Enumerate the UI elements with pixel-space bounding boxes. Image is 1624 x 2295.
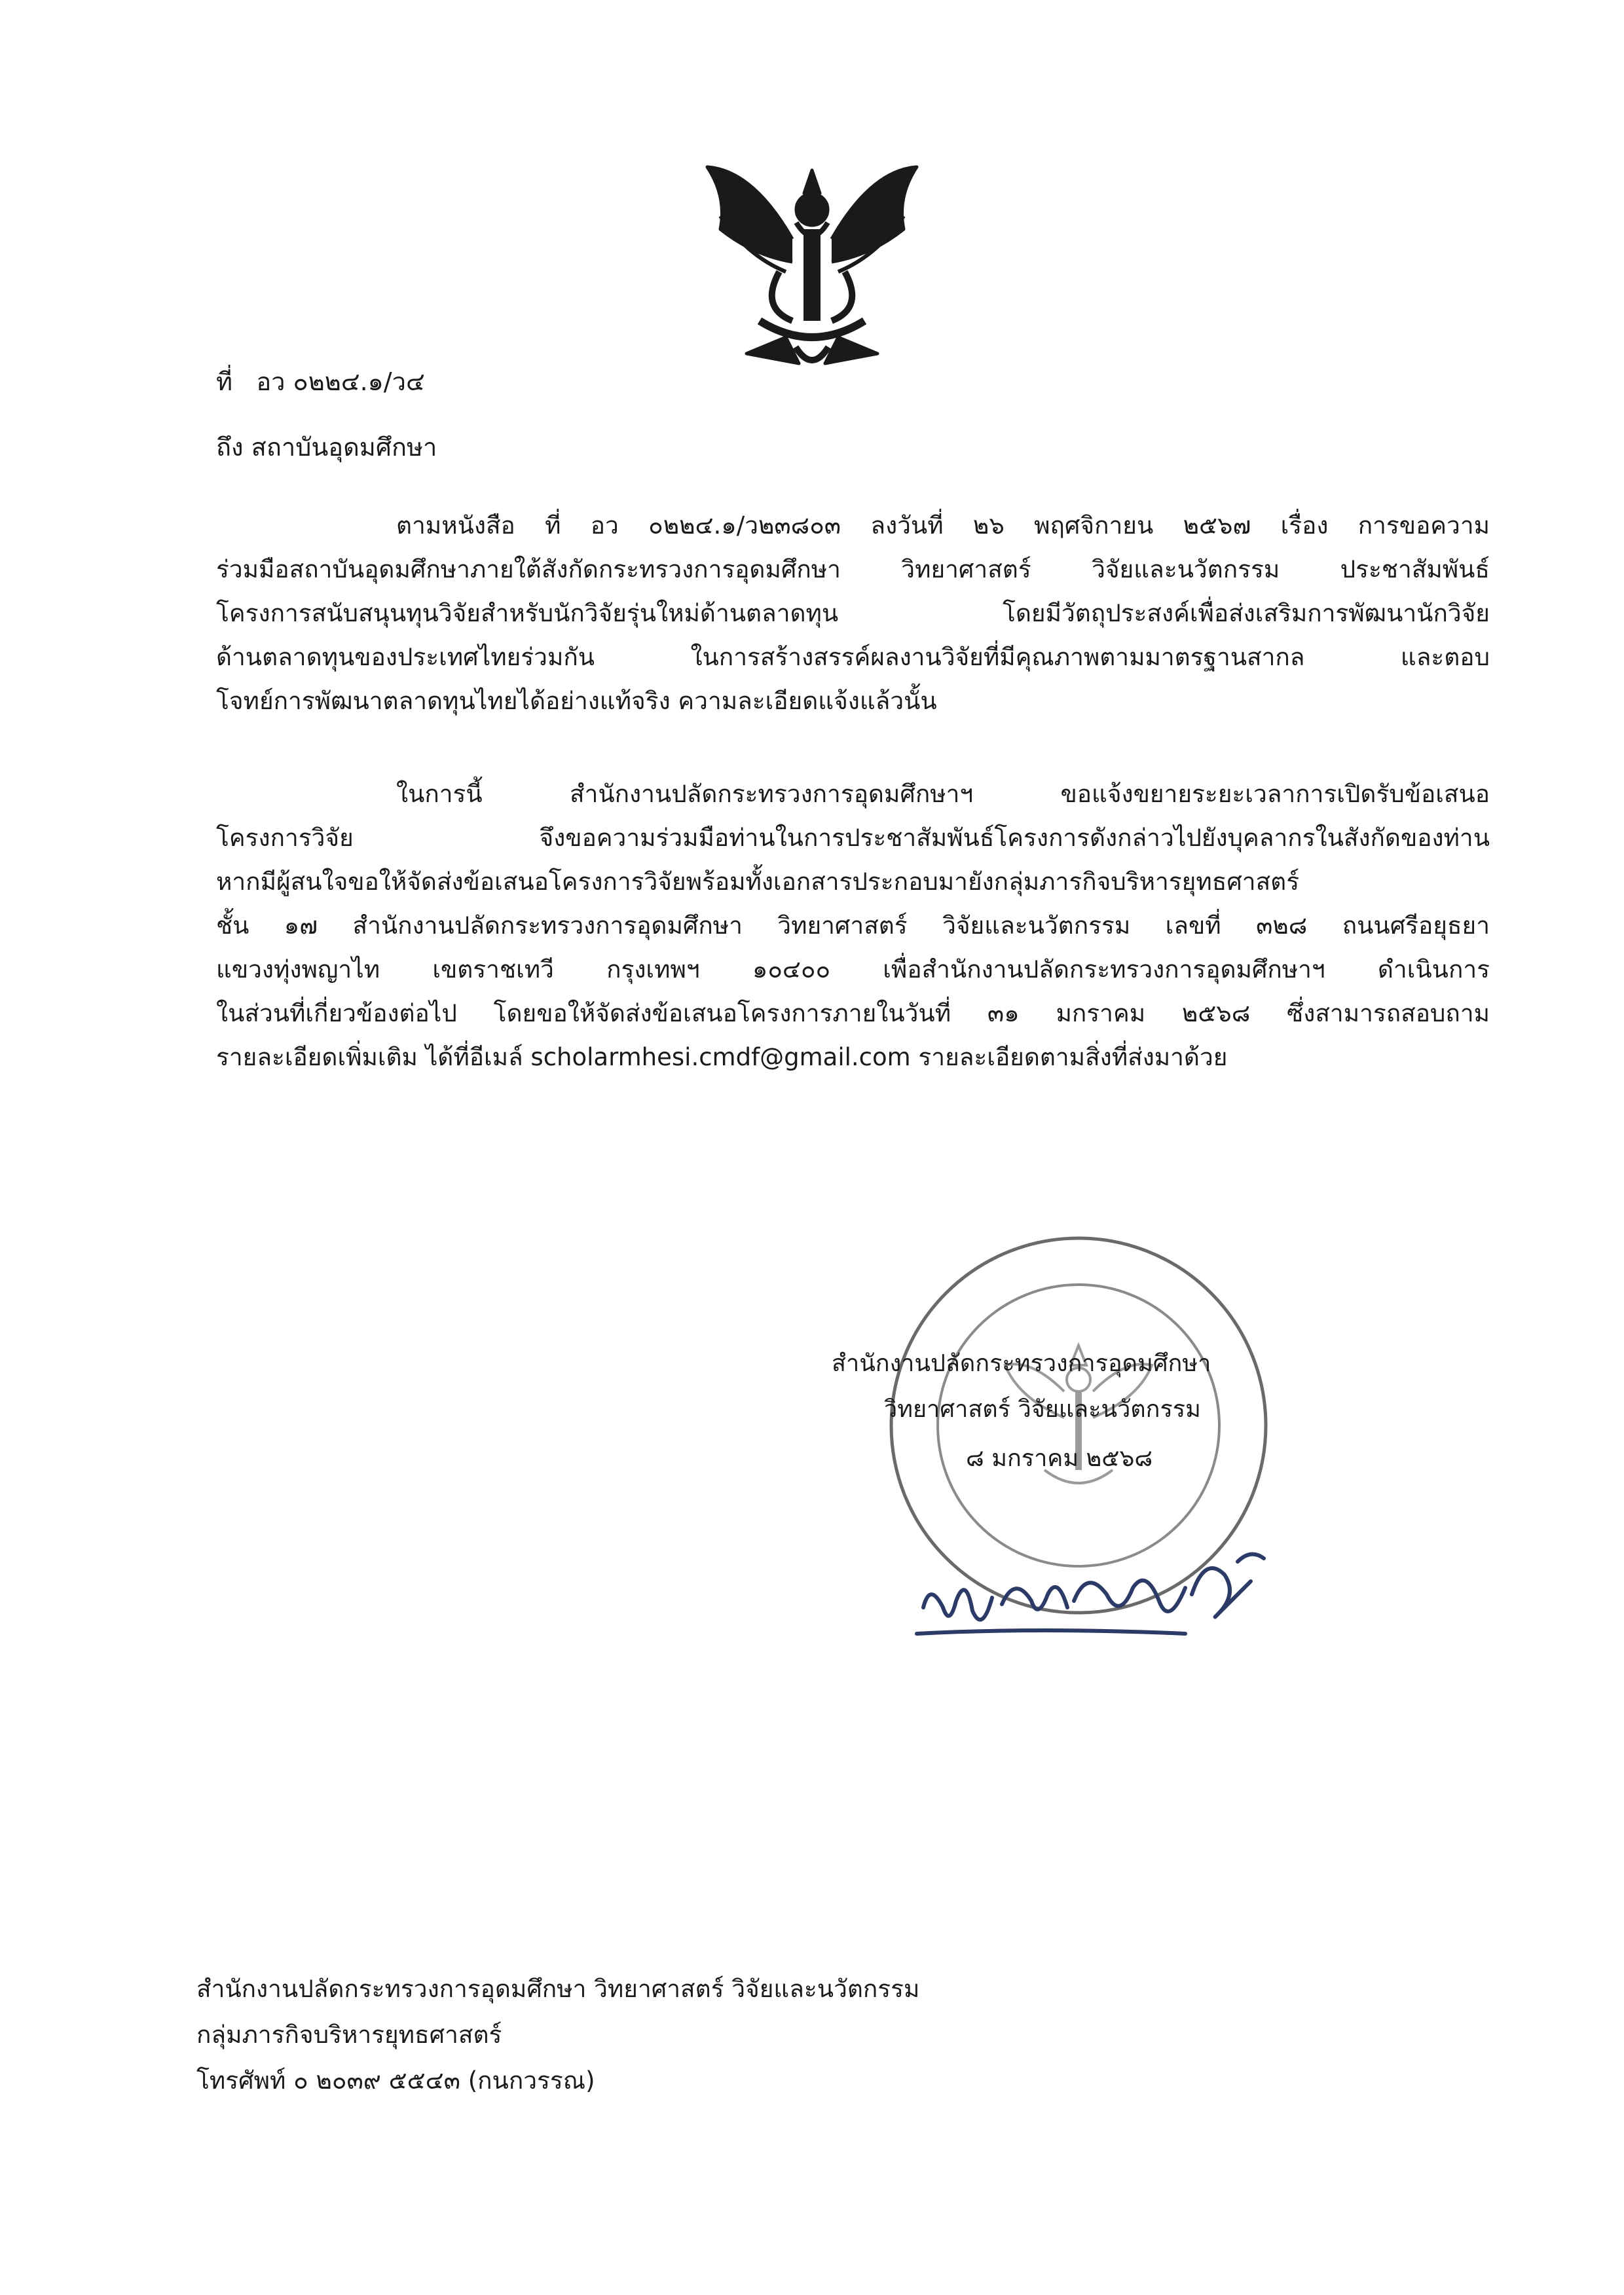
signature-org-line1: สำนักงานปลัดกระทรวงการอุดมศึกษา bbox=[832, 1350, 1211, 1377]
para2-line-5: แขวงทุ่งพญาไท เขตราชเทวี กรุงเทพฯ ๑๐๔๐๐ เพื่อสำนักงานปลัดกระทรวงการอุดมศึกษาฯ ดำเนินการ bbox=[216, 955, 1490, 983]
para1-line-4: ด้านตลาดทุนของประเทศไทยร่วมกัน ในการสร้างสรรค์ผลงานวิจัยที่มีคุณภาพตามมาตรฐานสากล และตอบ bbox=[216, 643, 1490, 671]
handwritten-signature bbox=[910, 1529, 1277, 1660]
footer-phone: โทรศัพท์ ๐ ๒๐๓๙ ๕๕๔๓ (กนกวรรณ) bbox=[196, 2066, 595, 2095]
para1-line-1: ตามหนังสือ ที่ อว ๐๒๒๔.๑/ว๒๓๘๐๓ ลงวันที่ ๒๖ พฤศจิกายน ๒๕๖๗ เรื่อง การขอความ bbox=[396, 511, 1490, 540]
para2-line-7: รายละเอียดเพิ่มเติม ได้ที่อีเมล์ scholarmhesi.cmdf@gmail.com รายละเอียดตามสิ่งที่ส่งมาด้วย bbox=[216, 1043, 1228, 1071]
para2-line-1: ในการนี้ สำนักงานปลัดกระทรวงการอุดมศึกษาฯ ขอแจ้งขยายระยะเวลาการเปิดรับข้อเสนอ bbox=[396, 780, 1490, 808]
para1-line-3: โครงการสนับสนุนทุนวิจัยสำหรับนักวิจัยรุ่นใหม่ด้านตลาดทุน โดยมีวัตถุประสงค์เพื่อส่งเสริมการพัฒนานักวิจัย bbox=[216, 599, 1490, 627]
footer-office: สำนักงานปลัดกระทรวงการอุดมศึกษา วิทยาศาสตร์ วิจัยและนวัตกรรม bbox=[196, 1975, 920, 2003]
signature-date: ๘ มกราคม ๒๕๖๘ bbox=[966, 1445, 1153, 1472]
para2-line-2: โครงการวิจัย จึงขอความร่วมมือท่านในการประชาสัมพันธ์โครงการดังกล่าวไปยังบุคลากรในสังกัดของท่าน bbox=[216, 824, 1490, 852]
garuda-emblem bbox=[681, 157, 943, 380]
para1-line-2: ร่วมมือสถาบันอุดมศึกษาภายใต้สังกัดกระทรวงการอุดมศึกษา วิทยาศาสตร์ วิจัยและนวัตกรรม ประชาสัมพันธ์ bbox=[216, 555, 1490, 583]
para1-line-5: โจทย์การพัฒนาตลาดทุนไทยได้อย่างแท้จริง ความละเอียดแจ้งแล้วนั้น bbox=[216, 687, 937, 715]
doc-number-label: ที่ bbox=[216, 367, 233, 396]
to-label: ถึง bbox=[216, 433, 244, 462]
footer-division: กลุ่มภารกิจบริหารยุทธศาสตร์ bbox=[196, 2021, 502, 2049]
signature-org-line2: วิทยาศาสตร์ วิจัยและนวัตกรรม bbox=[884, 1396, 1201, 1423]
para2-line-3: หากมีผู้สนใจขอให้จัดส่งข้อเสนอโครงการวิจัยพร้อมทั้งเอกสารประกอบมายังกลุ่มภารกิจบริหารยุทธศาสตร์ bbox=[216, 868, 1300, 896]
para2-line-4: ชั้น ๑๗ สำนักงานปลัดกระทรวงการอุดมศึกษา วิทยาศาสตร์ วิจัยและนวัตกรรม เลขที่ ๓๒๘ ถนนศรีอยุธยา bbox=[216, 911, 1490, 940]
doc-number: อว ๐๒๒๔.๑/ว๔ bbox=[256, 367, 425, 396]
to-recipient: สถาบันอุดมศึกษา bbox=[251, 433, 437, 462]
para2-line-6: ในส่วนที่เกี่ยวข้องต่อไป โดยขอให้จัดส่งข้อเสนอโครงการภายในวันที่ ๓๑ มกราคม ๒๕๖๘ ซึ่งสามารถสอบถาม bbox=[216, 999, 1490, 1027]
